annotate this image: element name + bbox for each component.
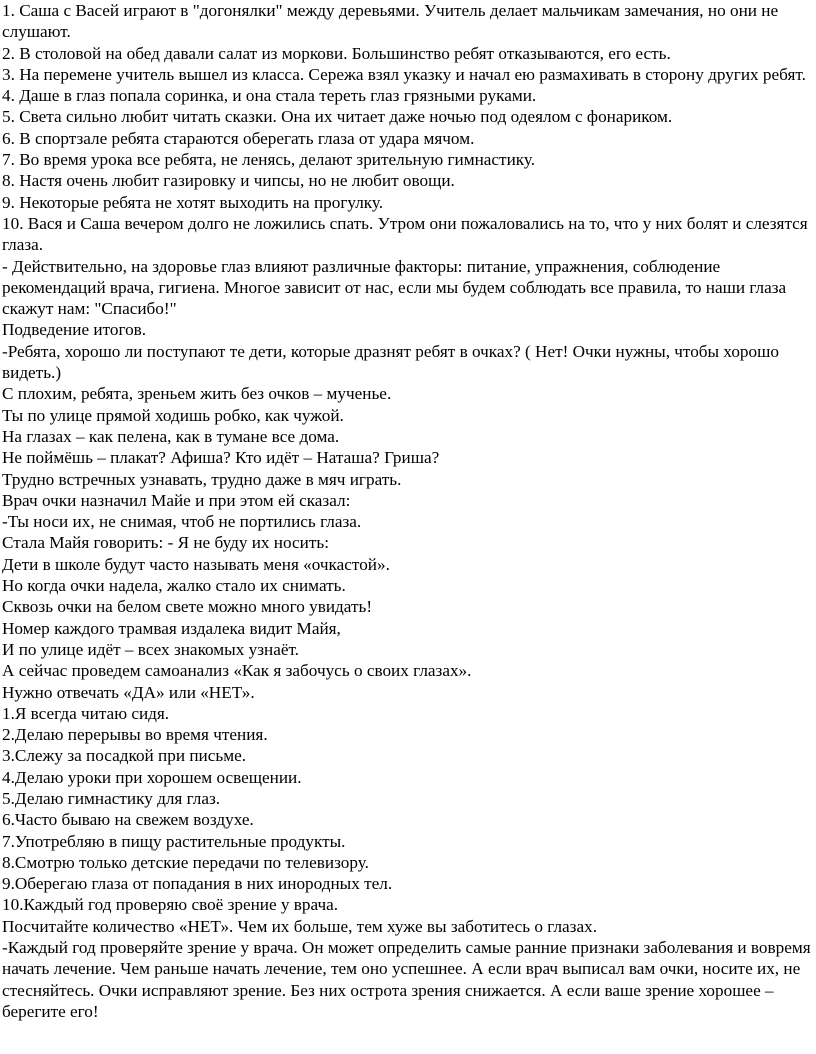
- factors-paragraph: - Действительно, на здоровье глаз влияют различные факторы: питание, упражнения, соблюдение рекомендаций врача, гигиена. Многое зависит от нас, если мы будем соблюдать все правила, то наши глаза скажут нам: "Спасибо!": [2, 256, 787, 319]
- checklist-item: 8.Смотрю только детские передачи по телевизору.: [2, 852, 369, 872]
- situation-7: 7. Во время урока все ребята, не ленясь, делают зрительную гимнастику.: [2, 150, 536, 170]
- poem-line: Дети в школе будут часто называть меня «очкастой».: [2, 554, 390, 574]
- poem-line: -Ты носи их, не снимая, чтоб не портились глаза.: [2, 512, 362, 532]
- poem-line: Не поймёшь – плакат? Афиша? Кто идёт – Наташа? Гриша?: [2, 448, 440, 468]
- checklist-item: 2.Делаю перерывы во время чтения.: [2, 725, 268, 745]
- self-analysis-intro: А сейчас проведем самоанализ «Как я забочусь о своих глазах».: [2, 661, 472, 681]
- glasses-question: -Ребята, хорошо ли поступают те дети, которые дразнят ребят в очках? ( Нет! Очки нужны, чтобы хорошо видеть.): [2, 341, 779, 383]
- poem-line: С плохим, ребята, зреньем жить без очков – мученье.: [2, 384, 392, 404]
- summary-heading: Подведение итогов.: [2, 320, 147, 340]
- situation-2: 2. В столовой на обед давали салат из моркови. Большинство ребят отказываются, его есть.: [2, 43, 671, 63]
- poem-line: Ты по улице прямой ходишь робко, как чужой.: [2, 405, 344, 425]
- count-instruction: Посчитайте количество «НЕТ». Чем их больше, тем хуже вы заботитесь о глазах.: [2, 916, 597, 936]
- checklist-item: 6.Часто бываю на свежем воздухе.: [2, 810, 254, 830]
- closing-paragraph: -Каждый год проверяйте зрение у врача. Он может определить самые ранние признаки заболевания и вовремя начать лечение. Чем раньше начать лечение, тем оно успешнее. А если врач выписал вам очки, носите их, не стесняйтесь. Очки исправляют зрение. Без них острота зрения снижается. А если ваше зрение хорошее – берегите его!: [2, 938, 811, 1021]
- situation-4: 4. Даше в глаз попала соринка, и она стала тереть глаз грязными руками.: [2, 86, 537, 106]
- poem-line: Номер каждого трамвая издалека видит Майя,: [2, 618, 341, 638]
- checklist-item: 1.Я всегда читаю сидя.: [2, 703, 170, 723]
- answer-instruction: Нужно отвечать «ДА» или «НЕТ».: [2, 682, 255, 702]
- poem-line: Сквозь очки на белом свете можно много увидать!: [2, 597, 373, 617]
- document-body: [2, 0, 812, 1022]
- situation-6: 6. В спортзале ребята стараются оберегать глаза от удара мячом.: [2, 128, 475, 148]
- checklist-item: 9.Оберегаю глаза от попадания в них инородных тел.: [2, 874, 393, 894]
- checklist-item: 5.Делаю гимнастику для глаз.: [2, 788, 221, 808]
- checklist-item: 7.Употребляю в пищу растительные продукты.: [2, 831, 346, 851]
- situation-1: 1. Саша с Васей играют в "догонялки" между деревьями. Учитель делает мальчикам замечания, но они не слушают.: [2, 1, 779, 42]
- situation-5: 5. Света сильно любит читать сказки. Она их читает даже ночью под одеялом с фонариком.: [2, 107, 673, 127]
- situation-10: 10. Вася и Саша вечером долго не ложились спать. Утром они пожаловались на то, что у них болят и слезятся глаза.: [2, 213, 808, 255]
- situation-3: 3. На перемене учитель вышел из класса. Сережа взял указку и начал ею размахивать в сторону других ребят.: [2, 64, 806, 84]
- poem-line: Врач очки назначил Майе и при этом ей сказал:: [2, 490, 351, 510]
- poem-line: Трудно встречных узнавать, трудно даже в мяч играть.: [2, 469, 402, 489]
- poem-line: Но когда очки надела, жалко стало их снимать.: [2, 576, 346, 596]
- checklist-item: 3.Слежу за посадкой при письме.: [2, 746, 246, 766]
- poem-line: Стала Майя говорить: - Я не буду их носить:: [2, 533, 329, 553]
- checklist-item: 10.Каждый год проверяю своё зрение у врача.: [2, 895, 339, 915]
- situation-9: 9. Некоторые ребята не хотят выходить на прогулку.: [2, 192, 384, 212]
- checklist-item: 4.Делаю уроки при хорошем освещении.: [2, 767, 302, 787]
- poem-line: И по улице идёт – всех знакомых узнаёт.: [2, 639, 299, 659]
- situation-8: 8. Настя очень любит газировку и чипсы, но не любит овощи.: [2, 171, 455, 191]
- poem-line: На глазах – как пелена, как в тумане все дома.: [2, 426, 340, 446]
